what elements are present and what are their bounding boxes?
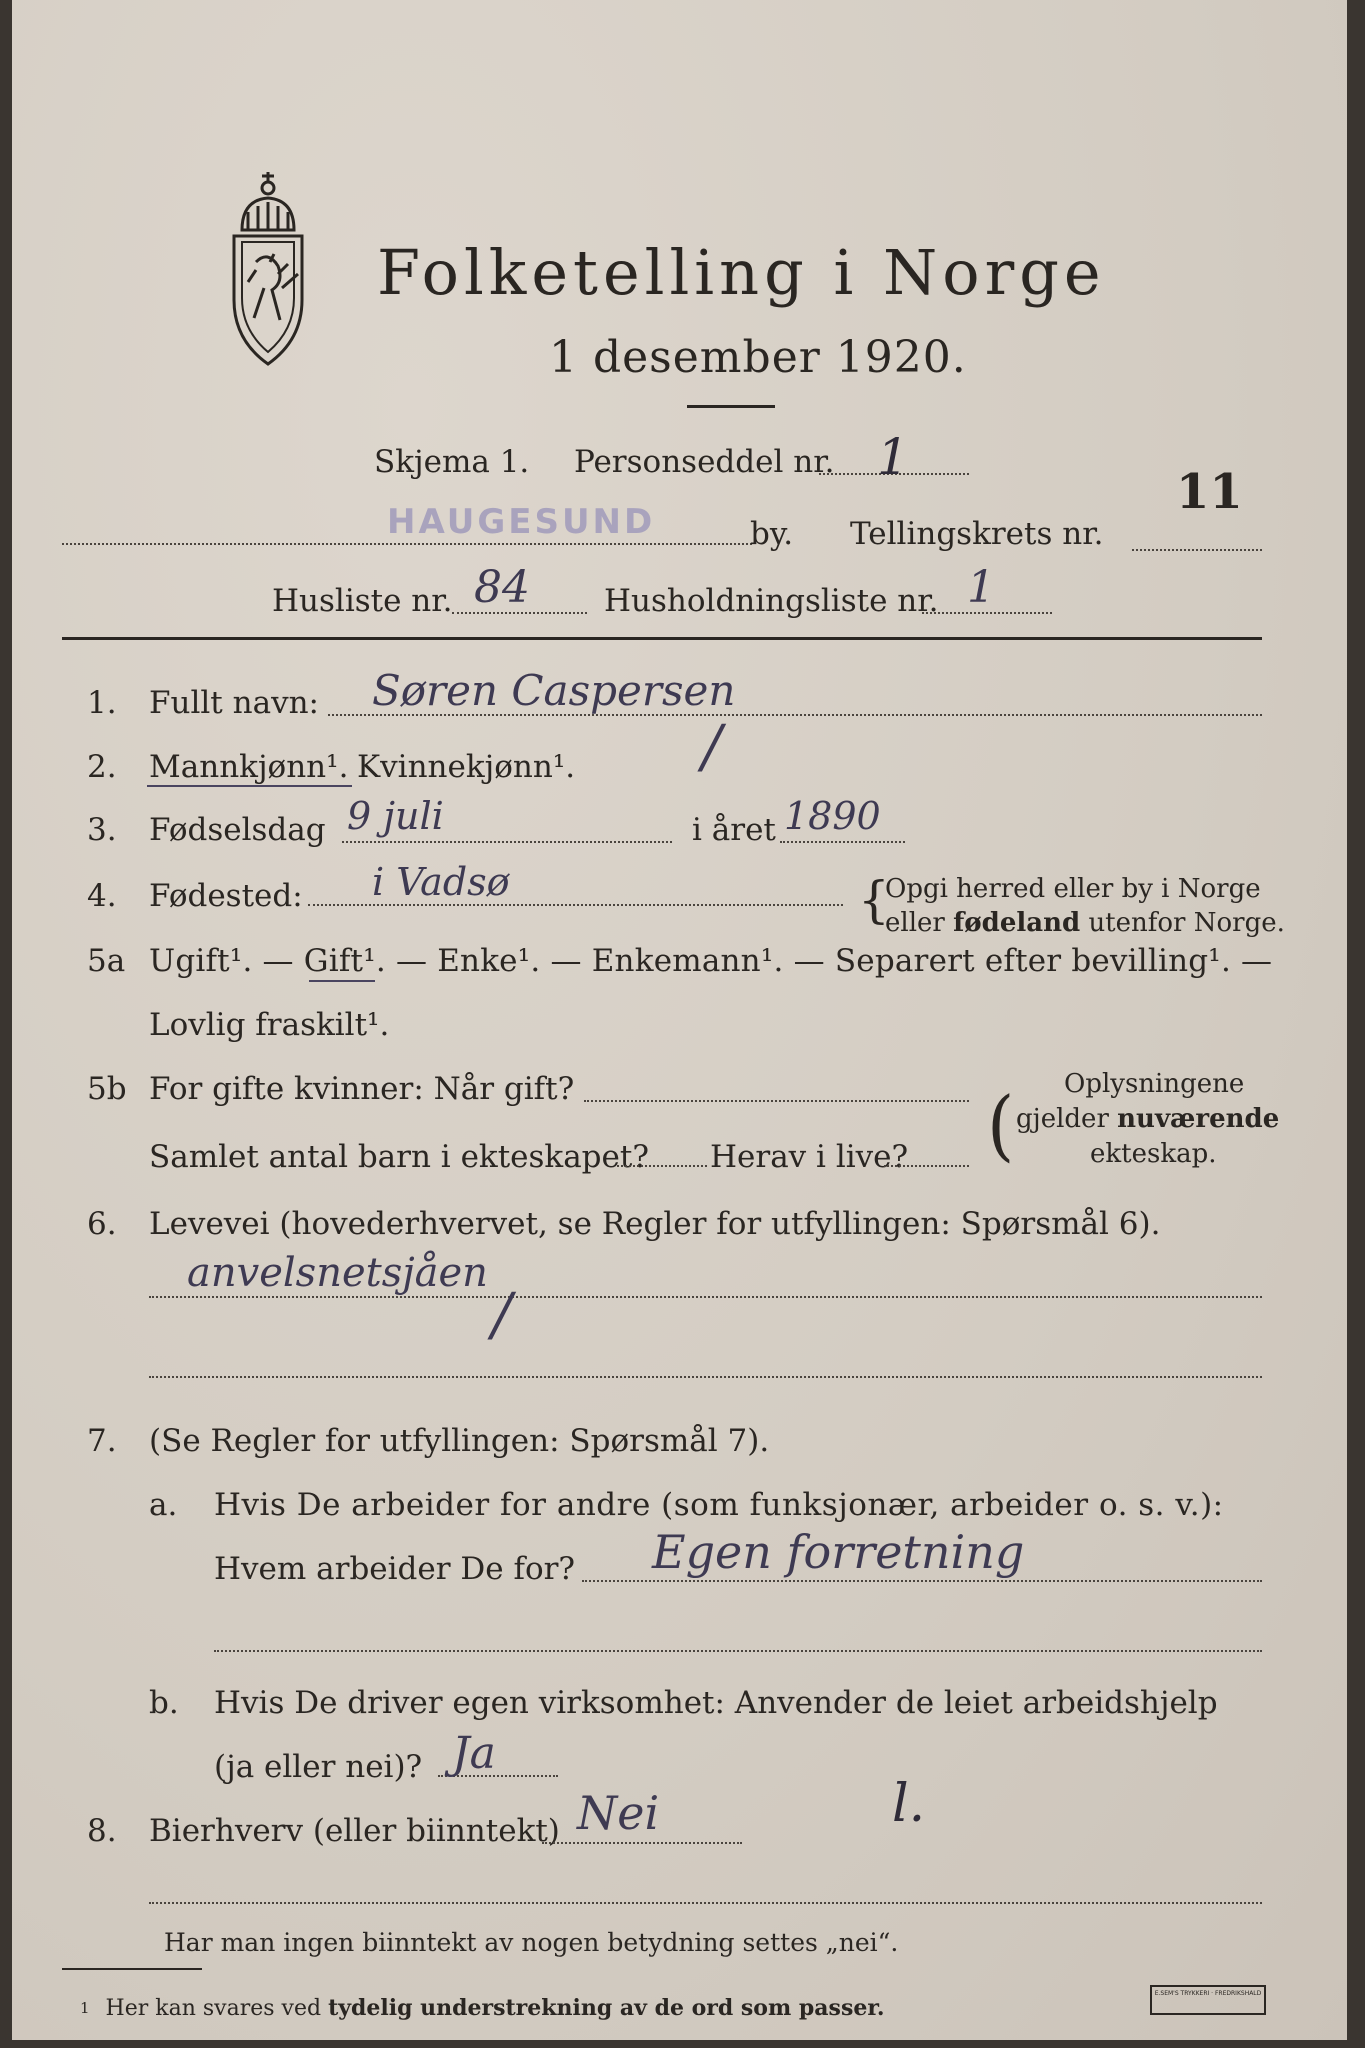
q7b-letter: b. xyxy=(149,1685,179,1721)
q4-note-line1: Opgi herred eller by i Norge xyxy=(885,874,1261,904)
q5a-line2: Lovlig fraskilt¹. xyxy=(149,1007,390,1043)
form-title: Folketelling i Norge xyxy=(377,236,1106,309)
printer-mark: E.SEM'S TRYKKERI · FREDRIKSHALD xyxy=(1150,1985,1266,2015)
q2-underline xyxy=(147,785,352,787)
q8-number: 8. xyxy=(87,1813,117,1849)
tellingskrets-label: Tellingskrets nr. xyxy=(850,516,1104,552)
q7b-line1: Hvis De driver egen virksomhet: Anvender de leiet arbeidshjelp xyxy=(214,1685,1218,1721)
q4-label: Fødested: xyxy=(149,878,303,914)
q4-number: 4. xyxy=(87,878,117,914)
footnote-rule xyxy=(62,1968,202,1970)
q3-number: 3. xyxy=(87,812,117,848)
q7a-value: Egen forretning xyxy=(652,1525,1025,1579)
footnote: $^1$ Her kan svares ved tydelig understrekning av de ord som passer. xyxy=(80,1995,885,2021)
q5b-herav: Herav i live? xyxy=(710,1139,909,1175)
q5a-number: 5a xyxy=(87,943,126,979)
q1-number: 1. xyxy=(87,685,117,721)
by-label: by. xyxy=(750,516,794,552)
census-form xyxy=(12,0,1347,2040)
q7a-line1: Hvis De arbeider for andre (som funksjonær, arbeider o. s. v.): xyxy=(214,1487,1224,1523)
footer-note: Har man ingen biinntekt av nogen betydning settes „nei“. xyxy=(164,1928,899,1957)
q6-mark: / xyxy=(492,1280,512,1348)
q7b-line2: (ja eller nei)? xyxy=(214,1749,423,1785)
q6-value: anvelsnetsjåen xyxy=(187,1250,488,1296)
q7a-line2: Hvem arbeider De for? xyxy=(214,1551,576,1587)
q5b-note3: ekteskap. xyxy=(1090,1139,1217,1169)
corner-number: 11 xyxy=(1176,464,1243,520)
q3-label: Fødselsdag xyxy=(149,812,326,848)
header-rule xyxy=(62,637,1262,640)
q5a-gift-underline xyxy=(309,980,375,982)
coat-of-arms-icon xyxy=(212,170,324,370)
q2-mark: / xyxy=(702,712,722,780)
form-date: 1 desember 1920. xyxy=(549,332,967,383)
q7b-value: Ja xyxy=(452,1728,496,1779)
husliste-label: Husliste nr. xyxy=(272,583,453,619)
husholdning-label: Husholdningsliste nr. xyxy=(604,583,939,619)
q4-value: i Vadsø xyxy=(372,860,510,904)
q6-label: Levevei (hovederhvervet, se Regler for utfyllingen: Spørsmål 6). xyxy=(149,1206,1161,1242)
q4-note-line2: eller fødeland utenfor Norge. xyxy=(885,908,1285,938)
q8-label: Bierhverv (eller biinntekt) xyxy=(149,1813,560,1849)
q2-number: 2. xyxy=(87,749,117,785)
q5a-line1: Ugift¹. — Gift¹. — Enke¹. — Enkemann¹. — Separert efter bevilling¹. — xyxy=(149,943,1273,979)
q3-value: 9 juli xyxy=(347,794,444,838)
q6-number: 6. xyxy=(87,1206,117,1242)
title-divider xyxy=(687,405,775,408)
q5b-naar-gift: For gifte kvinner: Når gift? xyxy=(149,1071,575,1107)
city-stamp: HAUGESUND xyxy=(387,502,656,542)
q5b-note2: gjelder nuværende xyxy=(1016,1104,1280,1134)
q5b-number: 5b xyxy=(87,1071,127,1107)
q5b-brace: ( xyxy=(987,1079,1015,1171)
personseddel-label: Personseddel nr. xyxy=(574,444,835,480)
q3-aaret-label: i året xyxy=(692,812,776,848)
q7a-letter: a. xyxy=(149,1487,178,1523)
q8-mark: l. xyxy=(892,1774,926,1834)
q1-value: Søren Caspersen xyxy=(372,666,736,715)
q1-label: Fullt navn: xyxy=(149,685,319,721)
q4-brace: { xyxy=(858,871,890,929)
q2-kvinne: Kvinnekjønn¹. xyxy=(357,749,576,785)
personseddel-value: 1 xyxy=(877,428,909,486)
q3-year: 1890 xyxy=(784,794,881,838)
q2-mann: Mannkjønn¹. xyxy=(149,749,349,785)
q5b-barn: Samlet antal barn i ekteskapet? xyxy=(149,1139,649,1175)
husliste-value: 84 xyxy=(474,562,530,613)
husholdning-value: 1 xyxy=(967,562,995,613)
q5b-note1: Oplysningene xyxy=(1064,1069,1245,1099)
q8-value: Nei xyxy=(577,1786,660,1840)
q7-label: (Se Regler for utfyllingen: Spørsmål 7). xyxy=(149,1423,770,1459)
skjema-label: Skjema 1. xyxy=(374,444,530,480)
q7-number: 7. xyxy=(87,1423,117,1459)
